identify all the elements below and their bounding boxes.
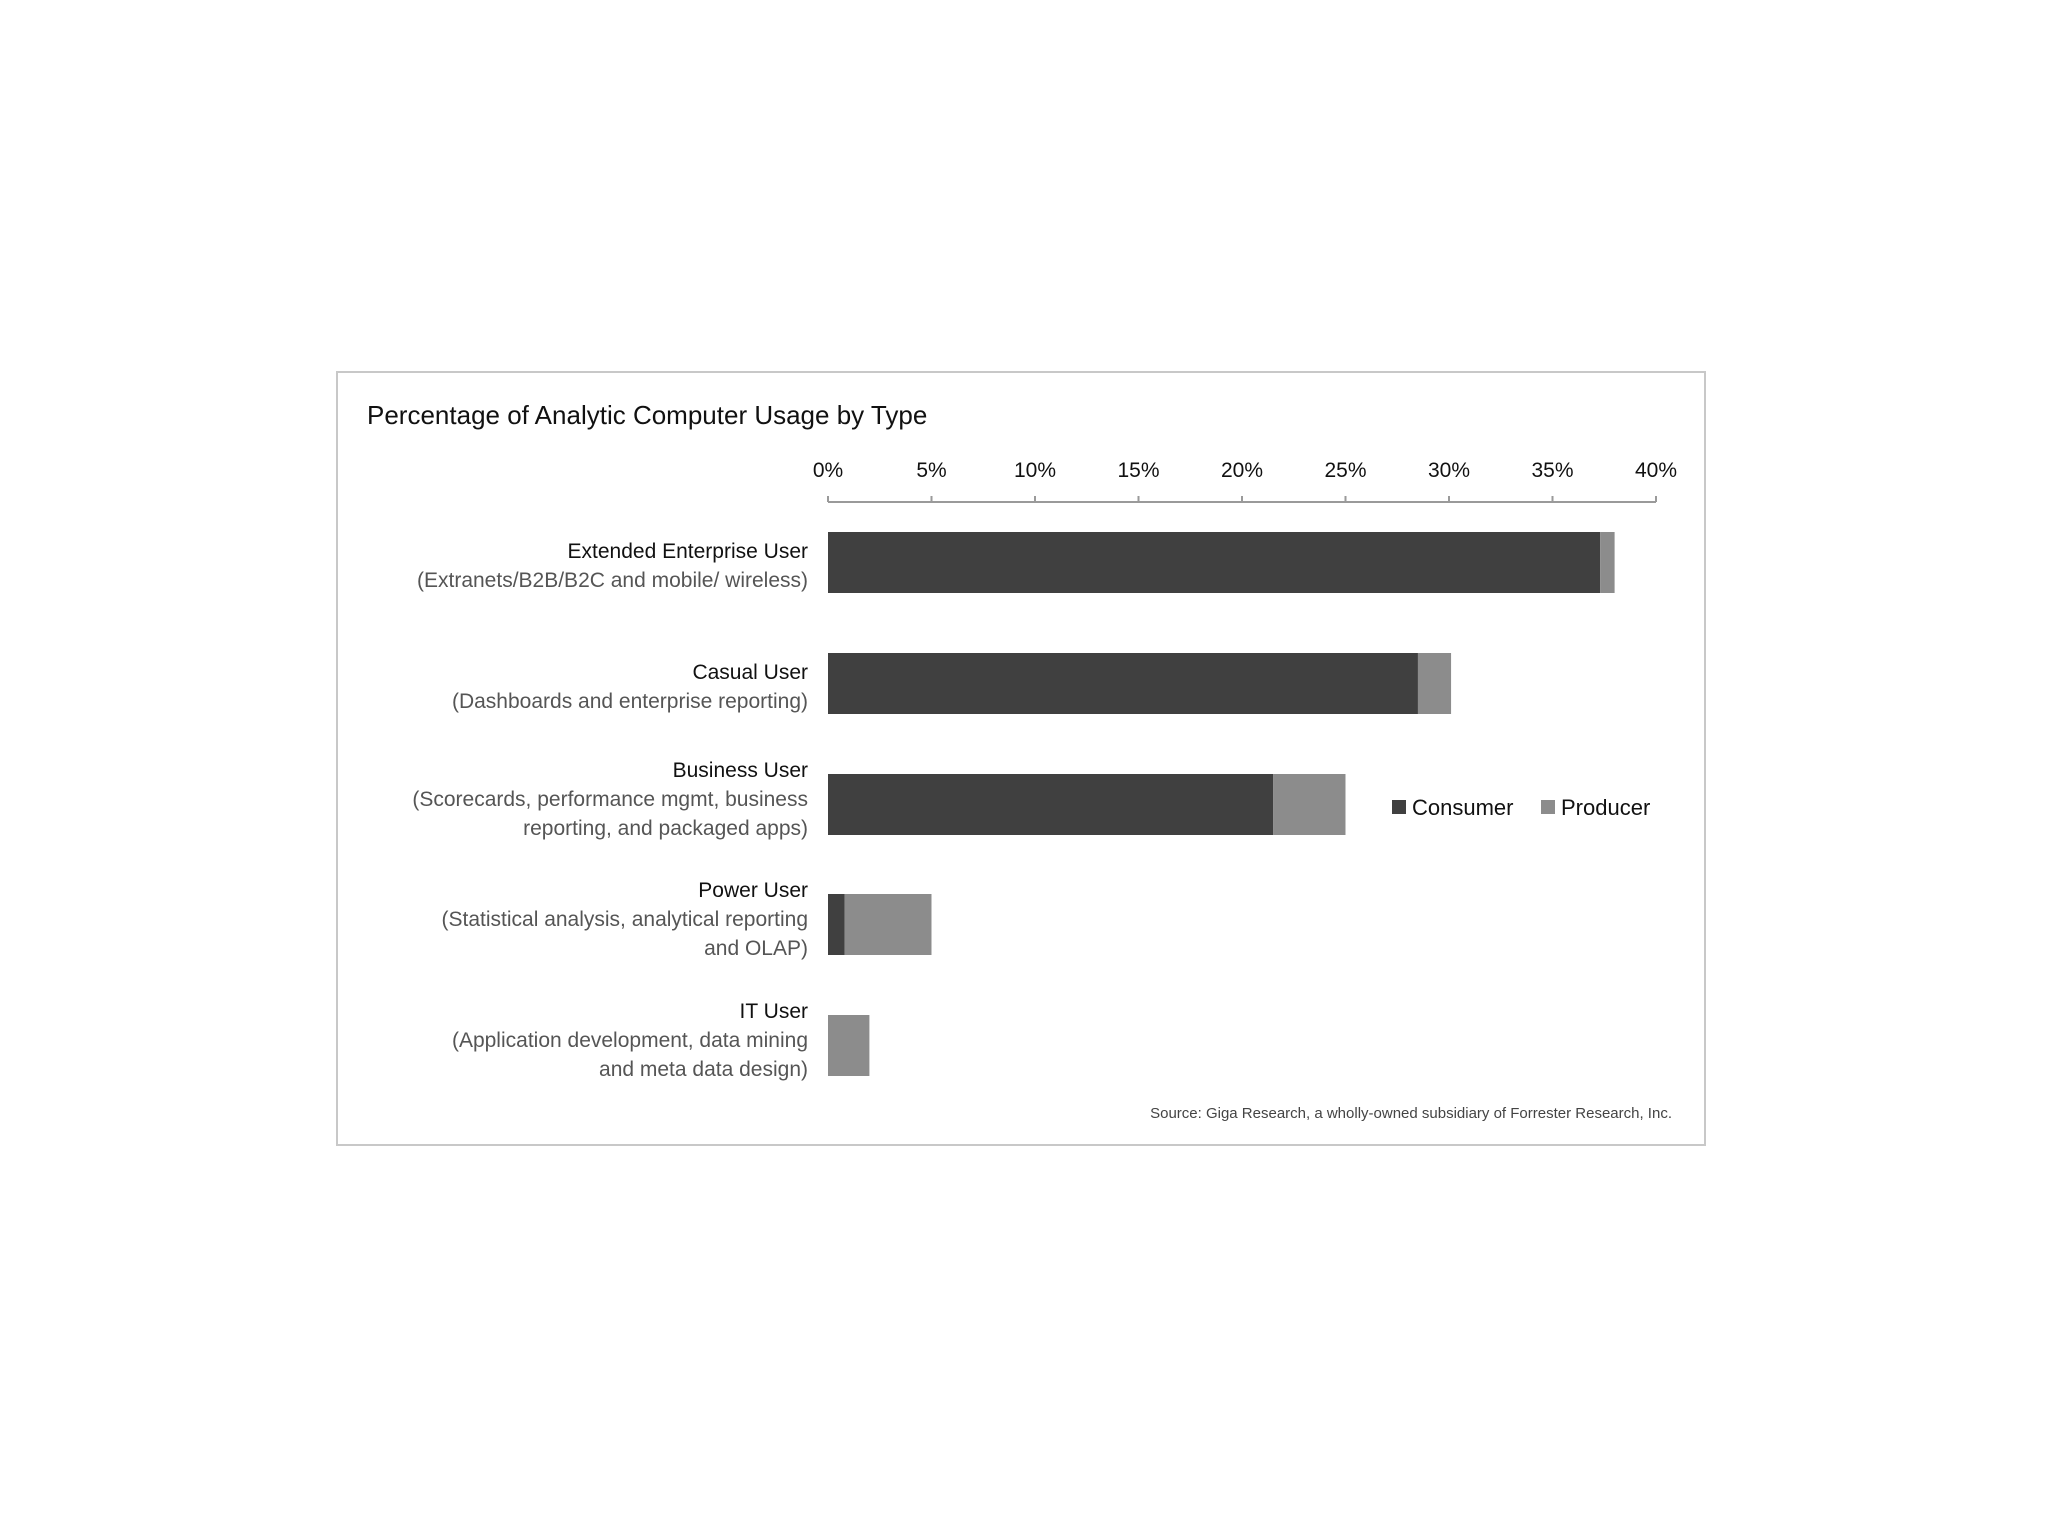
bar-producer (1418, 653, 1451, 714)
category-description: (Application development, data mining (451, 1029, 808, 1052)
x-tick-label: 40% (1634, 459, 1678, 482)
x-axis (813, 459, 1677, 502)
category-description: and OLAP) (704, 937, 808, 960)
category-description: (Statistical analysis, analytical reporting (441, 908, 808, 931)
x-tick-label: 30% (1427, 459, 1471, 482)
x-tick-label: 15% (1117, 459, 1160, 482)
legend-swatch-consumer (1392, 800, 1406, 814)
x-tick-label: 0% (812, 459, 844, 482)
category-label: Business User (672, 759, 808, 782)
legend-label-producer: Producer (1561, 795, 1651, 820)
category-description: (Extranets/B2B/B2C and mobile/ wireless) (417, 569, 808, 592)
legend (1392, 795, 1650, 820)
x-tick-label: 20% (1220, 459, 1264, 482)
chart-source: Source: Giga Research, a wholly-owned subsidiary of Forrester Research, Inc. (1150, 1105, 1672, 1122)
category-description: (Scorecards, performance mgmt, business (412, 788, 808, 811)
category-label: Power User (698, 879, 808, 902)
x-tick-label: 25% (1324, 459, 1367, 482)
bar-producer (1273, 774, 1345, 835)
bar-consumer (828, 774, 1273, 835)
chart-title: Percentage of Analytic Computer Usage by Type (367, 400, 928, 430)
x-tick-label: 10% (1013, 459, 1057, 482)
category-label: Extended Enterprise User (567, 540, 808, 563)
bar-consumer (828, 653, 1418, 714)
x-tick-label: 35% (1531, 459, 1574, 482)
category-label: IT User (739, 1000, 808, 1023)
x-tick-label: 5% (916, 459, 947, 482)
bar-producer (1600, 532, 1614, 593)
category-labels (412, 540, 808, 1081)
legend-swatch-producer (1541, 800, 1555, 814)
category-description: (Dashboards and enterprise reporting) (451, 690, 808, 713)
bar-consumer (828, 894, 845, 955)
legend-label-consumer: Consumer (1412, 795, 1514, 820)
bar-consumer (828, 532, 1600, 593)
category-description: reporting, and packaged apps) (523, 817, 808, 840)
category-description: and meta data design) (599, 1058, 808, 1081)
bar-producer (828, 1015, 869, 1076)
bar-producer (845, 894, 932, 955)
category-label: Casual User (692, 661, 808, 684)
